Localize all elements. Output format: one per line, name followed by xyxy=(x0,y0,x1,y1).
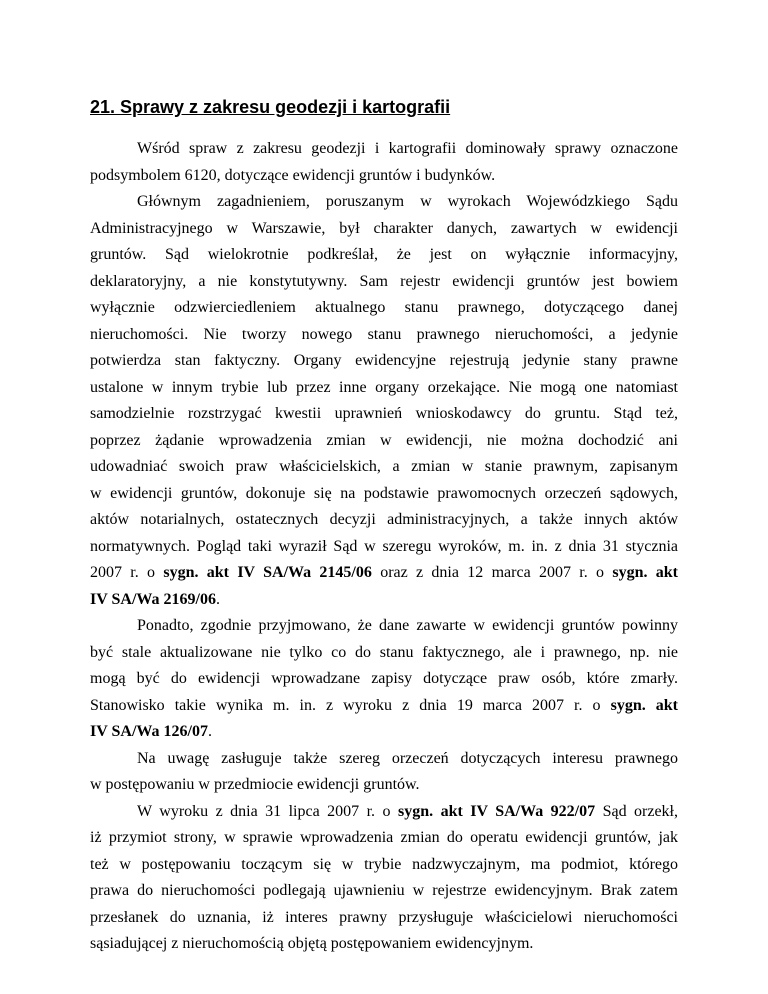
text-run: Sąd orzekł, xyxy=(595,802,678,820)
text-line: wyłącznie odzwierciedleniem aktualnego stanu prawnego, dotyczącego danej xyxy=(90,299,678,316)
text-run: oraz z dnia 12 marca 2007 r. o xyxy=(371,564,613,581)
text-line: normatywnych. Pogląd taki wyraził Sąd w szeregu wyroków, m. in. z dnia 31 stycznia xyxy=(90,537,678,555)
text-line: ustalone w innym trybie lub przez inne organy orzekające. Nie mogą one natomiast xyxy=(90,378,678,396)
text-line xyxy=(90,560,678,587)
text-run: W wyroku z dnia 31 lipca 2007 r. o xyxy=(137,802,398,820)
text-line: w ewidencji gruntów, dokonuje się na podstawie prawomocnych orzeczeń sądowych, xyxy=(90,484,678,502)
case-reference: IV SA/Wa 2169/06 xyxy=(90,590,216,608)
text-line: iż przymiot strony, w sprawie wprowadzenia zmian do operatu ewidencji gruntów, jak xyxy=(90,829,678,846)
text-line: Głównym zagadnieniem, poruszanym w wyrokach Wojewódzkiego Sądu xyxy=(137,193,678,210)
text-line: sąsiadującej z nieruchomością objętą postępowaniem ewidencyjnym. xyxy=(90,935,534,952)
paragraph-4 xyxy=(90,746,678,799)
paragraph-2 xyxy=(90,189,678,613)
text-line: deklaratoryjny, a nie konstytutywny. Sam rejestr ewidencji gruntów jest bowiem xyxy=(90,272,678,290)
text-line: być stale aktualizowane nie tylko co do stanu faktycznego, ale i prawnego, np. nie xyxy=(90,643,678,661)
document-body xyxy=(90,136,678,958)
text-line: potwierdza stan faktyczny. Organy ewidencyjne rejestrują jedynie stany prawne xyxy=(90,352,678,369)
text-line: poprzez żądanie wprowadzenia zmian w ewidencji, nie można dochodzić ani xyxy=(90,431,678,449)
text-line xyxy=(90,719,678,746)
text-line: nieruchomości. Nie tworzy nowego stanu prawnego nieruchomości, a jedynie xyxy=(90,325,678,343)
text-run: . xyxy=(215,590,220,608)
text-line: w postępowaniu w przedmiocie ewidencji gruntów. xyxy=(90,776,420,793)
text-line: prawa do nieruchomości podlegają ujawnieniu w rejestrze ewidencyjnym. Brak zatem xyxy=(90,882,678,899)
text-run: . xyxy=(207,723,212,740)
text-run: Stanowisko takie wynika m. in. z wyroku z dnia 19 marca 2007 r. o xyxy=(90,696,611,714)
case-reference: sygn. akt xyxy=(610,696,678,714)
case-reference: sygn. akt IV SA/Wa 922/07 xyxy=(397,802,596,820)
text-run: 2007 r. o xyxy=(90,564,164,581)
text-line: Wśród spraw z zakresu geodezji i kartografii dominowały sprawy oznaczone xyxy=(137,140,678,157)
text-line: Administracyjnego w Warszawie, był charakter danych, zawartych w ewidencji xyxy=(90,219,678,237)
text-line xyxy=(90,799,678,826)
case-reference: sygn. akt xyxy=(612,564,678,581)
text-line: samodzielnie rozstrzygać kwestii uprawnień wnioskodawcy do gruntu. Stąd też, xyxy=(90,405,678,422)
text-line: Ponadto, zgodnie przyjmowano, że dane zawarte w ewidencji gruntów powinny xyxy=(137,617,678,634)
section-heading: 21. Sprawy z zakresu geodezji i kartografii xyxy=(90,97,451,117)
text-line: gruntów. Sąd wielokrotnie podkreślał, że jest on wyłącznie informacyjny, xyxy=(90,246,678,263)
paragraph-5 xyxy=(90,799,678,958)
text-line: mogą być do ewidencji wprowadzane zapisy dotyczące praw osób, które zmarły. xyxy=(90,670,678,687)
case-reference: sygn. akt IV SA/Wa 2145/06 xyxy=(163,564,372,581)
text-line: podsymbolem 6120, dotyczące ewidencji gruntów i budynków. xyxy=(90,166,496,184)
text-line: aktów notarialnych, ostatecznych decyzji administracyjnych, a także innych aktów xyxy=(90,511,678,528)
text-line: też w postępowaniu toczącym się w trybie nadzwyczajnym, ma podmiot, którego xyxy=(90,855,678,873)
text-line: przesłanek do uznania, iż interes prawny przysługuje właścicielowi nieruchomości xyxy=(90,908,678,926)
text-line: Na uwagę zasługuje także szereg orzeczeń dotyczących interesu prawnego xyxy=(137,749,678,767)
text-line xyxy=(90,587,678,614)
paragraph-1 xyxy=(90,136,678,189)
text-line xyxy=(90,693,678,720)
paragraph-3 xyxy=(90,613,678,746)
case-reference: IV SA/Wa 126/07 xyxy=(90,723,208,740)
text-line: udowadniać swoich praw właścicielskich, a zmian w stanie prawnym, zapisanym xyxy=(90,458,678,475)
